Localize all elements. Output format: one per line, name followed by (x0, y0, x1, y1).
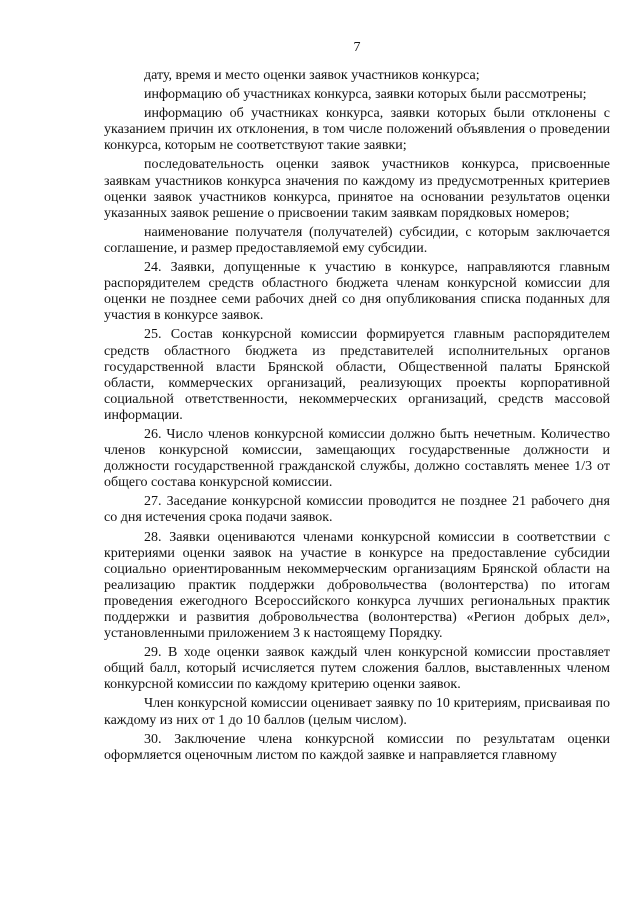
paragraph-subsidy-recipient: наименование получателя (получателей) субсидии, с которым заключается соглашение, и размер предоставляемой ему субсидии. (104, 224, 610, 256)
paragraph-reviewed-participants: информацию об участниках конкурса, заявки которых были рассмотрены; (144, 87, 587, 103)
paragraph-clause-25: 25. Состав конкурсной комиссии формируется главным распорядителем средств областного бюджета из представителей исполнительных органов государственной власти Брянской области, Общественной палаты Брянской области, коммерческих организаций, реализующих проекты корпоративной социальной ответственности, некоммерческих организаций, средств массовой информации. (104, 327, 610, 423)
paragraph-clause-24: 24. Заявки, допущенные к участию в конкурсе, направляются главным распорядителем средств областного бюджета членам конкурсной комиссии для оценки не позднее семи рабочих дней со дня опубликования списка поданных для участия в конкурсе заявок. (104, 260, 610, 324)
paragraph-evaluation-date: дату, время и место оценки заявок участников конкурса; (144, 68, 480, 83)
paragraph-evaluation-sequence: последовательность оценки заявок участников конкурса, присвоенные заявкам участников конкурса значения по каждому из предусмотренных критериев оценки заявок участников конкурса, принятое на основании результатов оценки указанных заявок решение о присвоении таким заявкам порядковых номеров; (104, 157, 610, 221)
paragraph-clause-28: 28. Заявки оцениваются членами конкурсной комиссии в соответствии с критериями оценки заявок на участие в конкурсе на предоставление субсидии социально ориентированным некоммерческим организациям Брянской области на реализацию практик поддержки добровольчества (волонтерства) по итогам проведения ежегодного Всероссийского конкурса лучших региональных практик поддержки и развития добровольчества (волонтерства) «Регион добрых дел», установленными приложением 3 к настоящему Порядку. (104, 529, 610, 642)
paragraph-scoring-rule: Член конкурсной комиссии оценивает заявку по 10 критериям, присваивая по каждому из них от 1 до 10 баллов (целым числом). (104, 696, 610, 728)
paragraph-clause-30: 30. Заключение члена конкурсной комиссии по результатам оценки оформляется оценочным листом по каждой заявке и направляется главному (104, 731, 610, 763)
page-number: 7 (353, 40, 361, 55)
paragraph-rejected-participants: информацию об участниках конкурса, заявки которых были отклонены с указанием причин их отклонения, в том числе положений объявления о проведении конкурса, которым не соответствуют такие заявки; (104, 106, 610, 154)
paragraph-clause-27: 27. Заседание конкурсной комиссии проводится не позднее 21 рабочего дня со дня истечения срока подачи заявок. (104, 494, 610, 526)
paragraph-clause-26: 26. Число членов конкурсной комиссии должно быть нечетным. Количество членов конкурсной комиссии, замещающих государственные должности и должности государственной гражданской службы, должно составлять менее 1/3 от общего состава конкурсной комиссии. (104, 426, 610, 491)
paragraph-clause-29: 29. В ходе оценки заявок каждый член конкурсной комиссии проставляет общий балл, который исчисляется путем сложения баллов, выставленных членом конкурсной комиссии по каждому критерию оценки заявок. (104, 645, 610, 693)
